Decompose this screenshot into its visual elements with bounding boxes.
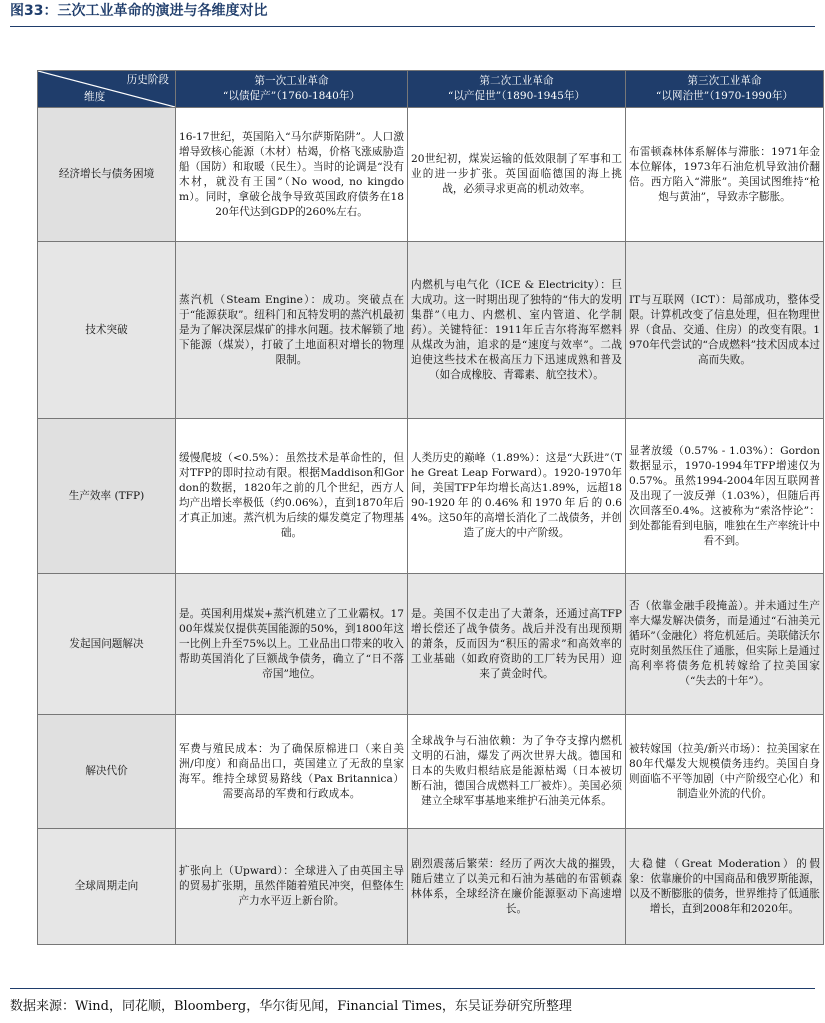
- table-cell: 缓慢爬坡（<0.5%）：虽然技术是革命性的，但对TFP的即时拉动有限。根据Maddison和Gordon的数据，1820年之前的几个世纪，西方人均产出增长率极低（约0.06%），直到1870年后才真正加速。蒸汽机为后续的爆发奠定了物理基础。: [176, 419, 408, 574]
- table-cell: 剧烈震荡后繁荣：经历了两次大战的摧毁，随后建立了以美元和石油为基础的布雷顿森林体系，全球经济在廉价能源驱动下高速增长。: [408, 829, 626, 945]
- table-row: [38, 574, 824, 715]
- table-cell: 内燃机与电气化（ICE & Electricity）：巨大成功。这一时期出现了独特的“伟大的发明集群”（电力、内燃机、室内管道、化学制药）。关键特征：1911年丘吉尔将海军燃料从煤改为油，追求的是“速度与效率”。二战迫使这些技术在极高压力下迅速成熟和普及（如合成橡胶、青霉素、航空技术）。: [408, 242, 626, 419]
- table-row: [38, 108, 824, 242]
- source-note: 数据来源：Wind，同花顺，Bloomberg，华尔街见闻，Financial Times，东吴证券研究所整理: [10, 988, 815, 1014]
- table-row: [38, 829, 824, 945]
- row-dimension: 全球周期走向: [38, 829, 176, 945]
- table-cell: 军费与殖民成本：为了确保原棉进口（来自美洲/印度）和商品出口，英国建立了无敌的皇家海军。维持全球贸易路线（Pax Britannica）需要高昂的军费和行政成本。: [176, 715, 408, 829]
- table-row: [38, 242, 824, 419]
- header-corner: [38, 71, 176, 108]
- table-cell: 显著放缓（0.57% - 1.03%）：Gordon数据显示，1970-1994年TFP增速仅为0.57%。虽然1994-2004年因互联网普及出现了一波反弹（1.03%），但随后再次回落至0.4%。这被称为“索洛悖论”：到处都能看到电脑，唯独在生产率统计中看不到。: [626, 419, 824, 574]
- figure-title: 图33：三次工业革命的演进与各维度对比: [10, 0, 815, 27]
- header-col-name: 第一次工业革命: [254, 75, 329, 87]
- table-cell: 人类历史的巅峰（1.89%）：这是“大跃进”（The Great Leap Forward）。1920-1970年间，美国TFP年均增长高达1.89%，远超1890-1920年的0.46%和1970年后的0.64%。这50年的高增长消化了二战债务，并创造了庞大的中产阶级。: [408, 419, 626, 574]
- corner-label-dimension: 维度: [84, 91, 106, 103]
- row-dimension: 发起国问题解决: [38, 574, 176, 715]
- table-row: [38, 715, 824, 829]
- corner-label-stage: 历史阶段: [126, 74, 169, 86]
- table-cell: 扩张向上（Upward）：全球进入了由英国主导的贸易扩张期，虽然伴随着殖民冲突，但整体生产力水平迈上新台阶。: [176, 829, 408, 945]
- table-cell: 蒸汽机（Steam Engine）：成功。突破点在于“能源获取”。纽科门和瓦特发明的蒸汽机最初是为了解决深层煤矿的排水问题。技术解锁了地下能源（煤炭），打破了土地面积对增长的物理限制。: [176, 242, 408, 419]
- row-dimension: 解决代价: [38, 715, 176, 829]
- header-col-sub: “以产促世”（1890-1945年）: [447, 90, 586, 102]
- header-col-sub: “以债促产”（1760-1840年）: [222, 90, 361, 102]
- table-cell: 16-17世纪，英国陷入“马尔萨斯陷阱”。人口激增导致核心能源（木材）枯竭，价格飞涨威胁造船（国防）和取暖（民生）。当时的论调是“没有木材，就没有王国”（No wood, no kingdom）。同时，拿破仑战争导致英国政府债务在1820年代达到GDP的260%左右。: [176, 108, 408, 242]
- header-col-name: 第二次工业革命: [479, 75, 554, 87]
- table-cell: 是。英国利用煤炭+蒸汽机建立了工业霸权。1700年煤炭仅提供英国能源的50%，到1800年这一比例上升至75%以上。工业品出口带来的收入帮助英国消化了巨额战争债务，确立了“日不落帝国”地位。: [176, 574, 408, 715]
- table-cell: IT与互联网（ICT）：局部成功，整体受限。计算机改变了信息处理，但在物理世界（食品、交通、住房）的改变有限。1970年代尝试的“合成燃料”技术因成本过高而失败。: [626, 242, 824, 419]
- table-cell: 否（依靠金融手段掩盖）。并未通过生产率大爆发解决债务，而是通过“石油美元循环”（金融化）将危机延后。美联储沃尔克时刻虽然压住了通胀，但实际上是通过高利率将债务危机转嫁给了拉美国家（“失去的十年”）。: [626, 574, 824, 715]
- row-dimension: 经济增长与债务困境: [38, 108, 176, 242]
- row-dimension: 生产效率 (TFP): [38, 419, 176, 574]
- table-cell: 被转嫁国（拉美/新兴市场）：拉美国家在80年代爆发大规模债务违约。美国自身则面临不平等加剧（中产阶级空心化）和制造业外流的代价。: [626, 715, 824, 829]
- header-col-3: [626, 71, 824, 108]
- header-row: [38, 71, 824, 108]
- table-cell: 是。美国不仅走出了大萧条，还通过高TFP增长偿还了战争债务。战后并没有出现预期的萧条，反而因为“积压的需求”和高效率的工业基础（如政府资助的工厂转为民用）迎来了黄金时代。: [408, 574, 626, 715]
- header-col-sub: “以网治世”（1970-1990年）: [655, 90, 794, 102]
- table-cell: 大稳健（Great Moderation）的假象：依靠廉价的中国商品和俄罗斯能源，以及不断膨胀的债务，世界维持了低通胀增长，直到2008年和2020年。: [626, 829, 824, 945]
- header-col-1: [176, 71, 408, 108]
- table-row: [38, 419, 824, 574]
- table-cell: 全球战争与石油依赖：为了争夺支撑内燃机文明的石油，爆发了两次世界大战。德国和日本的失败归根结底是能源枯竭（日本被切断石油，德国合成燃料工厂被炸）。美国必须建立全球军事基地来维护石油美元体系。: [408, 715, 626, 829]
- row-dimension: 技术突破: [38, 242, 176, 419]
- header-col-2: [408, 71, 626, 108]
- header-col-name: 第三次工业革命: [687, 75, 762, 87]
- comparison-table: [37, 70, 824, 945]
- table-cell: 布雷顿森林体系解体与滞胀：1971年金本位解体，1973年石油危机导致油价翻倍。西方陷入“滞胀”。美国试图维持“枪炮与黄油”，导致赤字膨胀。: [626, 108, 824, 242]
- table-cell: 20世纪初，煤炭运输的低效限制了军事和工业的进一步扩张。英国面临德国的海上挑战，必须寻求更高的机动效率。: [408, 108, 626, 242]
